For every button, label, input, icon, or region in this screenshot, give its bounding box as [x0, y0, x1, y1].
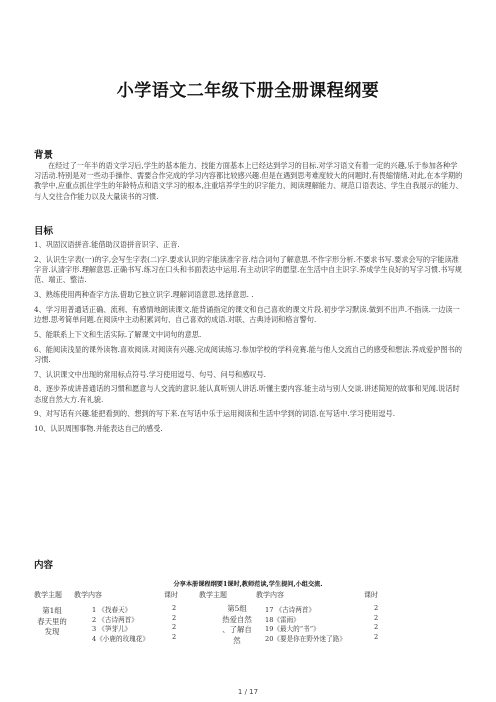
theme-line: 第1组: [42, 606, 62, 615]
goals-heading: 目标: [34, 226, 54, 237]
lesson-hours: 2: [172, 632, 177, 641]
table-header-content: 教学内容: [256, 591, 284, 599]
lesson-hours: 2: [374, 632, 379, 641]
goal-item: 8、逐步养成讲普通话的习惯和愿意与人交流的意识.能认真听别人讲话.听懂主要内容.能主动与别人交谈.讲述简短的故事和见闻.说话时态度自然大方.有礼貌.: [34, 384, 460, 404]
lesson-title: 19《最大的“书”》: [265, 625, 320, 633]
theme-line: 热爱自然: [222, 614, 252, 624]
goal-item: 2、认识生字表(一)的字,会写生字表(二)字.要求认识的字能读准字音.结合词句了解意思.不作字形分析.不要求书写.要求会写的字能读准字音.认清字形.理解意思.正确书写.练习在口头和书面表达中运用.有主动识字的愿望.在生活中自主识字.养成学生良好的写字习惯.书写规范、端正、整洁.: [34, 254, 462, 285]
lesson-title: 2 《古诗两首》: [92, 615, 138, 624]
theme-line: 、了解自: [222, 625, 252, 634]
theme-line: 发现: [44, 627, 60, 636]
table-header-content: 教学内容: [74, 591, 102, 599]
lesson-title: 20《要是你在野外迷了路》: [265, 634, 346, 643]
theme-line: 第5组: [227, 604, 247, 613]
goal-item: 4、学习用普通话正确、流利、有感情地朗读课文.能背诵指定的课文和自己喜欢的课文片段.初步学习默读.做到不出声.不指读.一边读一边想.思考简单问题.在阅读中主动积累词句、自己喜欢的成语.对联、古典诗词和格言警句.: [34, 304, 460, 324]
lesson-hours: 2: [374, 604, 379, 612]
goal-item: 6、能阅读浅显的课外读物.喜欢阅读.对阅读有兴趣.完成阅读练习.参加学校的学科竞赛.能与他人交流自己的感受和想法.养成爱护图书的习惯.: [34, 344, 462, 364]
goal-item: 5、能联系上下文和生活实际.了解课文中词句的意思.: [34, 329, 202, 339]
table-header-theme: 教学主题: [199, 591, 227, 599]
lesson-hours: 2: [172, 613, 177, 622]
theme-line: 然: [233, 635, 241, 645]
goal-item: 3、熟练使用两种查字方法.借助它独立识字.理解词语意思.选择意思. .: [34, 290, 254, 299]
lesson-hours: 2: [172, 604, 177, 612]
lesson-hours: 2: [374, 613, 379, 622]
page-number: 1 / 17: [237, 688, 259, 696]
table-header-hours: 课时: [364, 591, 378, 599]
table-caption: 分享本册课程纲要1课时,教师范读,学生提问,小组交流.: [173, 581, 323, 588]
goals-list: [34, 240, 464, 439]
document-title: 小学语文二年级下册全册课程纲要: [116, 81, 380, 101]
goal-item: 1、巩固汉语拼音.能借助汉语拼音识字、正音.: [34, 240, 180, 249]
goal-item: 7、认识课文中出现的常用标点符号.学习使用逗号、句号、问号和感叹号.: [34, 369, 266, 379]
lesson-title: 3 《笋芽儿》: [92, 625, 132, 633]
lesson-hours: 2: [374, 623, 379, 631]
table-header-hours: 课时: [164, 591, 178, 599]
theme-group-right: [218, 604, 256, 646]
theme-line: 春天里的: [37, 616, 67, 626]
theme-group-left: [34, 606, 70, 638]
lesson-title: 17 《古诗两首》: [265, 606, 316, 614]
lesson-title: 4《小鹿的玫瑰花》: [92, 634, 149, 643]
goal-item: 9、对写话有兴趣.能把看到的、想到的写下来.在写话中乐于运用阅读和生活中学到的词语.在写话中.学习使用逗号.: [34, 409, 396, 419]
lesson-title: 1 《找春天》: [92, 606, 132, 614]
goal-item: 10、认识周围事物.并能表达自己的感受.: [34, 424, 163, 434]
content-heading: 内容: [34, 560, 54, 571]
lesson-hours: 2: [172, 623, 177, 631]
lesson-title: 18《雷雨》: [265, 615, 300, 624]
background-heading: 背景: [34, 150, 54, 161]
background-paragraph: 在经过了一年半的语文学习后,学生的基本能力、技能方面基本上已经达到学习的目标.对学习语文有着一定的兴趣,乐于参加各种学习活动.特别是对一些动手操作、需要合作完成的学习内容都比较感兴趣.但是在遇到思考难度较大的问题时,有畏缩情绪.对此,在本学期的教学中,应重点抓住学生的年龄特点和语文学习的根本,注重培养学生的识字能力、阅读理解能力、规范口语表达、学生自我展示的能力、与人交往合作能力以及大量读书的习惯.: [34, 161, 463, 201]
table-header-theme: 教学主题: [34, 591, 62, 599]
